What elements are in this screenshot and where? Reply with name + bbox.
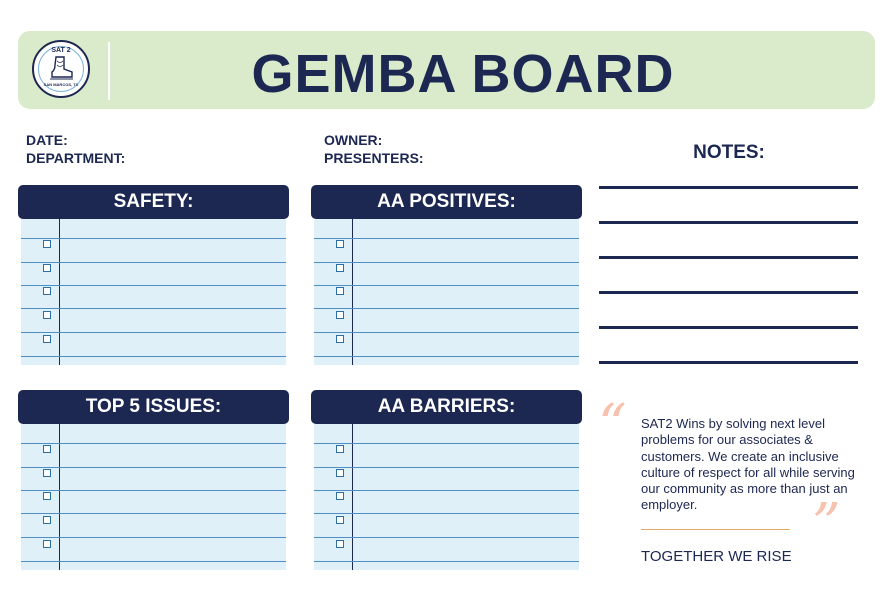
checkbox[interactable] — [43, 540, 51, 548]
checklist-row-line — [314, 561, 579, 562]
note-line[interactable] — [599, 361, 858, 364]
checklist-row-line — [314, 308, 579, 309]
checklist-row-line — [21, 537, 286, 538]
checkbox[interactable] — [336, 240, 344, 248]
checkbox[interactable] — [43, 516, 51, 524]
checkbox[interactable] — [43, 469, 51, 477]
checklist-row-line — [314, 443, 579, 444]
checklist — [314, 424, 579, 570]
checklist — [314, 219, 579, 365]
checklist-row-line — [21, 238, 286, 239]
checklist — [21, 219, 286, 365]
checklist-row-line — [21, 513, 286, 514]
checklist-divider — [352, 424, 353, 570]
panel-title: TOP 5 ISSUES: — [18, 390, 289, 424]
checkbox[interactable] — [336, 516, 344, 524]
date-label: DATE: — [26, 132, 68, 148]
checkbox[interactable] — [43, 335, 51, 343]
checklist-row-line — [314, 332, 579, 333]
aa-barriers-panel — [311, 390, 582, 570]
header-banner — [18, 31, 875, 109]
sat2-logo — [32, 40, 90, 98]
checklist-row-line — [314, 467, 579, 468]
checklist-row-line — [21, 561, 286, 562]
checkbox[interactable] — [43, 240, 51, 248]
checklist-row-line — [314, 262, 579, 263]
checkbox[interactable] — [336, 287, 344, 295]
quote-rule — [641, 529, 790, 530]
checklist-row-line — [21, 356, 286, 357]
checkbox[interactable] — [336, 335, 344, 343]
checkbox[interactable] — [43, 311, 51, 319]
mission-statement: SAT2 Wins by solving next level problems for our associates & customers. We create an inclusive culture of respect for all while serving our community as more than just an employer. — [641, 416, 855, 513]
checkbox[interactable] — [336, 540, 344, 548]
checklist-divider — [59, 424, 60, 570]
checkbox[interactable] — [43, 264, 51, 272]
checklist-divider — [59, 219, 60, 365]
checkbox[interactable] — [336, 264, 344, 272]
logo-bottom-text: SAN MARCOS, TX — [43, 82, 79, 87]
note-line[interactable] — [599, 326, 858, 329]
owner-label: OWNER: — [324, 132, 383, 148]
notes-title: NOTES: — [693, 142, 765, 163]
department-label: DEPARTMENT: — [26, 150, 126, 166]
checklist-row-line — [21, 262, 286, 263]
top-issues-panel — [18, 390, 289, 570]
checklist-row-line — [314, 285, 579, 286]
note-line[interactable] — [599, 291, 858, 294]
panel-title: AA BARRIERS: — [311, 390, 582, 424]
aa-positives-panel — [311, 185, 582, 365]
checklist-row-line — [21, 467, 286, 468]
header-divider — [108, 42, 110, 100]
checkbox[interactable] — [336, 445, 344, 453]
checklist-row-line — [21, 443, 286, 444]
note-line[interactable] — [599, 186, 858, 189]
close-quote-icon: ” — [812, 492, 841, 557]
open-quote-icon: “ — [598, 393, 627, 458]
checkbox[interactable] — [43, 492, 51, 500]
checkbox[interactable] — [43, 445, 51, 453]
checklist-row-line — [314, 513, 579, 514]
page-title: GEMBA BOARD — [251, 44, 675, 104]
checklist-row-line — [21, 332, 286, 333]
checkbox[interactable] — [43, 287, 51, 295]
cowboy-boot-icon — [47, 55, 75, 81]
note-line[interactable] — [599, 256, 858, 259]
checklist-row-line — [314, 238, 579, 239]
checklist-row-line — [314, 537, 579, 538]
logo-top-text: SAT 2 — [51, 47, 71, 54]
checkbox[interactable] — [336, 469, 344, 477]
checklist-divider — [352, 219, 353, 365]
panel-title: AA POSITIVES: — [311, 185, 582, 219]
checklist-row-line — [314, 356, 579, 357]
panel-title: SAFETY: — [18, 185, 289, 219]
checklist-row-line — [21, 490, 286, 491]
checklist-row-line — [21, 308, 286, 309]
checkbox[interactable] — [336, 492, 344, 500]
checklist-row-line — [314, 490, 579, 491]
tagline: TOGETHER WE RISE — [641, 548, 792, 565]
presenters-label: PRESENTERS: — [324, 150, 424, 166]
checkbox[interactable] — [336, 311, 344, 319]
checklist — [21, 424, 286, 570]
note-line[interactable] — [599, 221, 858, 224]
safety-panel — [18, 185, 289, 365]
checklist-row-line — [21, 285, 286, 286]
